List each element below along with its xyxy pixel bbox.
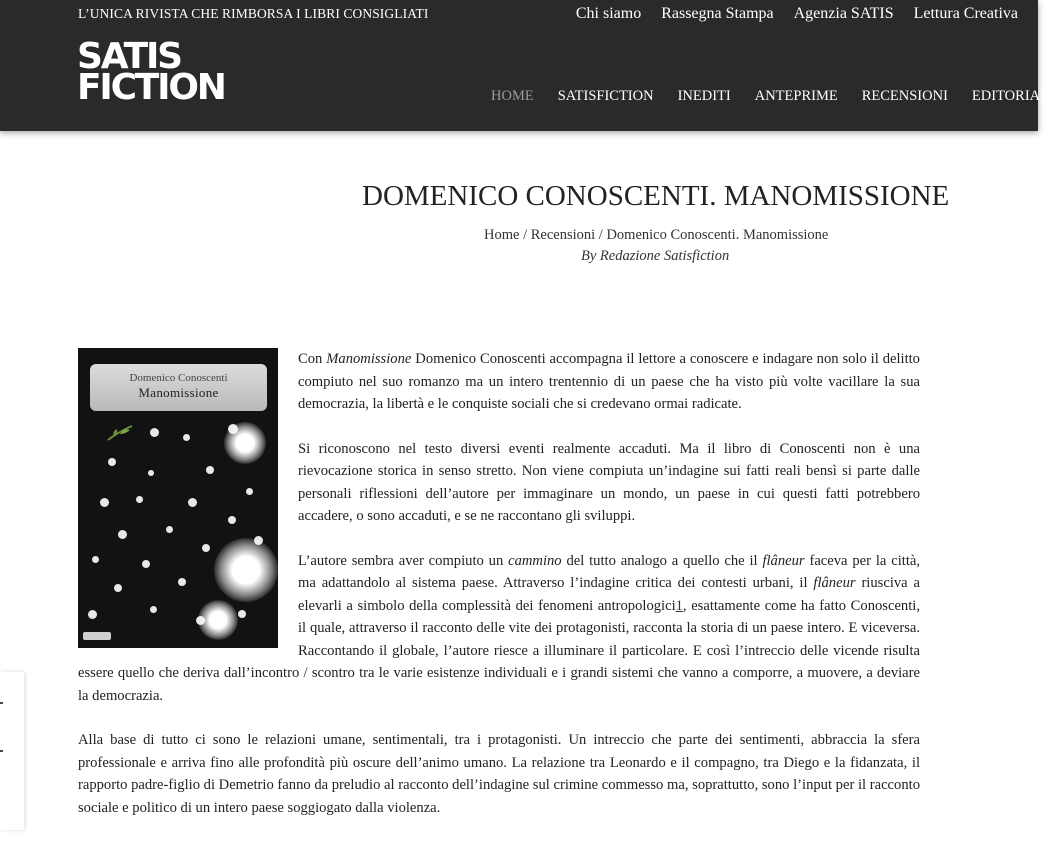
main-nav-satisfiction[interactable]: SATISFICTION (557, 88, 654, 104)
breadcrumb (484, 227, 828, 244)
main-nav-anteprime[interactable]: ANTEPRIME (754, 88, 838, 104)
main-nav-home[interactable]: HOME (491, 88, 534, 104)
breadcrumb-separator: / (523, 227, 528, 243)
logo-line-2: FICTION (77, 67, 225, 108)
main-nav-recensioni[interactable]: RECENSIONI (861, 88, 948, 104)
footnote-link[interactable]: 1 (675, 597, 683, 614)
book-cover-image (78, 348, 278, 648)
top-nav (576, 5, 1018, 23)
main-nav-editoriali[interactable]: EDITORIALI (971, 88, 1054, 104)
article-paragraph: Si riconoscono nel testo diversi eventi realmente accaduti. Ma il libro di Conoscenti non è una rievocazione storica in senso stretto. Non viene compiuta un’indagine sui fatti reali bensì si parte dalle personali riflessioni dell’autore per immaginare un mondo, un paese in cui questi fatti potrebbero accadere, o sono accaduti, e se ne raccontano gli sviluppi. (298, 440, 920, 524)
cover-title: Manomissione (138, 385, 219, 400)
logo-line-1: SATIS (77, 36, 181, 77)
top-nav-chi-siamo[interactable]: Chi siamo (575, 5, 642, 22)
article-paragraph: Alla base di tutto ci sono le relazioni umane, sentimentali, tra i protagonisti. Un intreccio che parte dei sentimenti, abbraccia la sfera professionale e arriva fino alle profondità più oscure dell’animo umano. La relazione tra Leonardo e il compagno, tra Diego e la fidanzata, il rapporto padre-figlio di Demetrio fanno da preludio al racconto dell’indagine sul crimine commesso ma, soprattutto, sono l’input per il racconto sociale e politico di un intero paese soggiogato dalla violenza. (78, 732, 920, 816)
top-nav-lettura-creativa[interactable]: Lettura Creativa (913, 5, 1018, 22)
site-tagline: L’UNICA RIVISTA CHE RIMBORSA I LIBRI CONSIGLIATI (78, 6, 429, 21)
breadcrumb-current: Domenico Conoscenti. Manomissione (606, 227, 829, 243)
cover-publisher-tag (83, 632, 111, 640)
post-title: DOMENICO CONOSCENTI. MANOMISSIONE (362, 180, 950, 212)
site-logo[interactable] (77, 36, 225, 108)
main-nav-inediti[interactable]: INEDITI (677, 88, 731, 104)
article-paragraph: L’autore sembra aver compiuto un cammino del tutto analogo a quello che il flâneur faceva per la città, ma adattandolo al sistema paese. Attraverso l’indagine critica dei contesti urbani, il flâneur riusciva a elevarli a simbolo della complessità dei fenomeni antropologici1, esattamente come ha fatto Conoscenti, il quale, attraverso il racconto delle vite dei protagonisti, racconta la storia di un paese intero. E viceversa. Raccontando il globale, l’autore riesce a illuminare il particolare. E così l’intreccio delle vicende risulta essere quello che deriva dall’incontro / scontro tra le varie esistenze individuali e i grandi sistemi che vanno a comporre, a muovere, a deviare la democrazia. (78, 552, 920, 704)
cover-author: Domenico Conoscenti (129, 372, 228, 384)
site-header (0, 0, 1054, 131)
breadcrumb-home[interactable]: Home (484, 227, 520, 243)
cover-plant-icon (106, 422, 136, 444)
post-author: By Redazione Satisfiction (581, 248, 730, 264)
article-paragraph: Con Manomissione Domenico Conoscenti accompagna il lettore a conoscere e indagare non solo il delitto compiuto nel suo romanzo ma un intero trentennio di un paese che ha visto più volte vacillare la sua democrazia, la libertà e le conquiste sociali che si credevano ormai radicate. (298, 351, 920, 412)
breadcrumb-separator: / (598, 227, 603, 243)
top-nav-rassegna-stampa[interactable]: Rassegna Stampa (661, 5, 774, 22)
cover-label (90, 364, 267, 411)
main-nav (491, 88, 1054, 105)
breadcrumb-recensioni[interactable]: Recensioni (530, 227, 596, 243)
article-body (78, 348, 920, 841)
top-nav-agenzia-satis[interactable]: Agenzia SATIS (793, 5, 894, 22)
side-share-tab[interactable] (0, 672, 24, 830)
